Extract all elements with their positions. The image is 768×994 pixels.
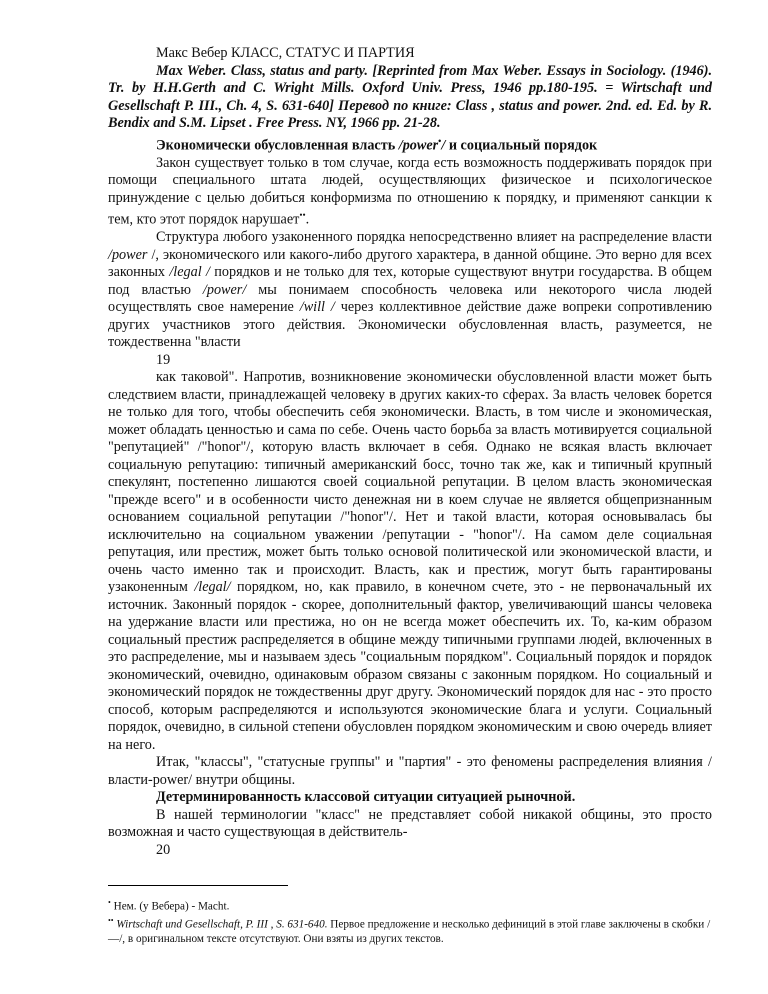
footnote-2-italic: Wirtschaft und Gesellschaft, P. III , S. 631-640. — [113, 918, 328, 931]
para2-italic-power-2: /power/ — [202, 281, 247, 298]
heading-italic-power: /power — [398, 137, 439, 154]
paragraph-law-text: Закон существует только в том случае, когда есть возможность поддерживать порядок при помощи специального штата людей, осуществляющих физическое и психологическое принуждение с целью добиться конформизма по отношению к порядку, и применяют санкции к тем, кто этот порядок нарушает — [108, 154, 712, 228]
footnote-2-mark: •• — [108, 916, 114, 926]
heading-italic-slash: / — [441, 137, 446, 154]
para2-text-1: Структура любого узаконенного порядка непосредственно влияет на распределение власти — [156, 229, 712, 246]
section-heading-power — [108, 133, 712, 155]
para3-italic-legal: /legal/ — [194, 579, 231, 596]
footnote-1-text: Нем. (у Вебера) - Macht. — [110, 901, 230, 914]
para3-text-1: как таковой". Напротив, возникновение экономически обусловленной власти может быть следствием власти, принадлежащей человеку в других каких-то сферах. За власть человек борется не только для того, чтобы обеспечить себя экономически. Власть, в том числе и экономическая, может обладать ценностью и сама по себе. Очень часто борьба за власть мотивируется социальной "репутацией" /"honor"/, которую власть включает в себя. Однако не всякая власть включает социальную репутацию: типичный американский босс, точно так же, как и типичный крупный спекулянт, постепенно лишаются своей социальной репутации. В целом власть экономическая "прежде всего" и в особенности чисто денежная ни в коем случае не является общепризнанным основанием социальной репутации /"honor"/. Нет и такой власти, которая основывалась бы исключительно на социальном уважении /репутации - "honor"/. На самом деле социальная репутация, или престиж, может быть только основой политической или экономической власти, и очень часто именно так и происходит. Власть, как и престиж, могут быть гарантированы узаконенным — [108, 369, 712, 596]
paragraph-terminology: В нашей терминологии "класс" не представляет собой никакой общины, это просто возможная и часто существующая в действитель- — [108, 806, 712, 841]
para2-text-5: через коллективное действие даже вопреки сопротивлению других участников этого действия. Экономически обусловленная власть, разумеется, не тождественна "власти — [108, 299, 713, 351]
page-number-19: 19 — [156, 351, 171, 368]
para2-italic-legal: /legal / — [169, 264, 210, 281]
paragraph-classes: Итак, "классы", "статусные группы" и "партия" - это феномены распределения влияния /власти-power/ внутри общины. — [108, 754, 712, 788]
citation: Max Weber. Class, status and party. [Reprinted from Max Weber. Essays in Sociology. (1946). Tr. by H.H.Gerth and C. Wright Mills. Oxford Univ. Press, 1946 pp.180-195. = Wirtschaft und Gesellschaft P. III., Ch. 4, S. 631-640] Перевод по книге: Class , status and power. 2nd. ed. Ed. by R. Bendix and S.M. Lipset . Free Press. NY, 1966 pp. 21-28. — [108, 62, 712, 131]
para2-italic-power: /power — [108, 246, 148, 263]
para3-text-2: порядком, но, как правило, в конечном счете, это - не первоначальный их источник. Законный порядок - скорее, дополнительный фактор, увеличивающий шансы человека на удержание власти или престижа, но он не всегда может обеспечить их. То, ка-ким образом социальный престиж распределяется в общине между типичными группами людей, включенных в это распределение, мы и называем здесь "социальным порядком". Социальный порядок и порядок экономический, очевидно, одинаковым образом связаны с законным порядком. Но социальный и экономический порядок не тождественны друг другу. Экономический порядок для нас - это просто способ, которым распределяются и используются экономические блага и услуги. Социальный порядок, очевидно, в сильной степени обусловлен порядком экономическим и свою очередь влияет на него. — [108, 579, 712, 753]
footnote-2 — [108, 914, 712, 946]
page-number-20: 20 — [156, 841, 171, 858]
para2-text-3: порядков и не только для тех, которые существуют внутри государства. В общем под властью — [108, 264, 712, 298]
title-line: Макс Вебер КЛАСС, СТАТУС И ПАРТИЯ — [156, 45, 415, 61]
para2-text-2: /, экономического или какого-либо другого характера, в данной общине. Это верно для всех законных — [108, 246, 712, 281]
footnote-1-mark: • — [108, 898, 111, 908]
paragraph-law-end: . — [305, 211, 310, 228]
footnote-1 — [108, 896, 712, 914]
para2-italic-will: /will / — [299, 299, 335, 316]
footnote-mark-1: • — [438, 135, 442, 146]
paragraph-law — [108, 155, 712, 230]
para2-text-4: мы понимаем способность человека или некоторого числа людей осуществлять свое намерение — [108, 281, 712, 316]
paragraph-as-such — [108, 369, 712, 754]
heading-text-after: и социальный порядок — [445, 137, 598, 154]
footnote-divider — [108, 885, 288, 886]
section-heading-market: Детерминированность классовой ситуации ситуацией рыночной. — [156, 789, 576, 806]
paragraph-structure — [108, 229, 712, 352]
footnote-2-text: Первое предложение и несколько дефиниций в этой главе заключены в скобки /—/, в оригинальном тексте отсутствуют. Они взяты из других текстов. — [108, 918, 711, 945]
footnote-mark-2: •• — [299, 210, 306, 221]
heading-text-before: Экономически обусловленная власть — [156, 137, 399, 154]
